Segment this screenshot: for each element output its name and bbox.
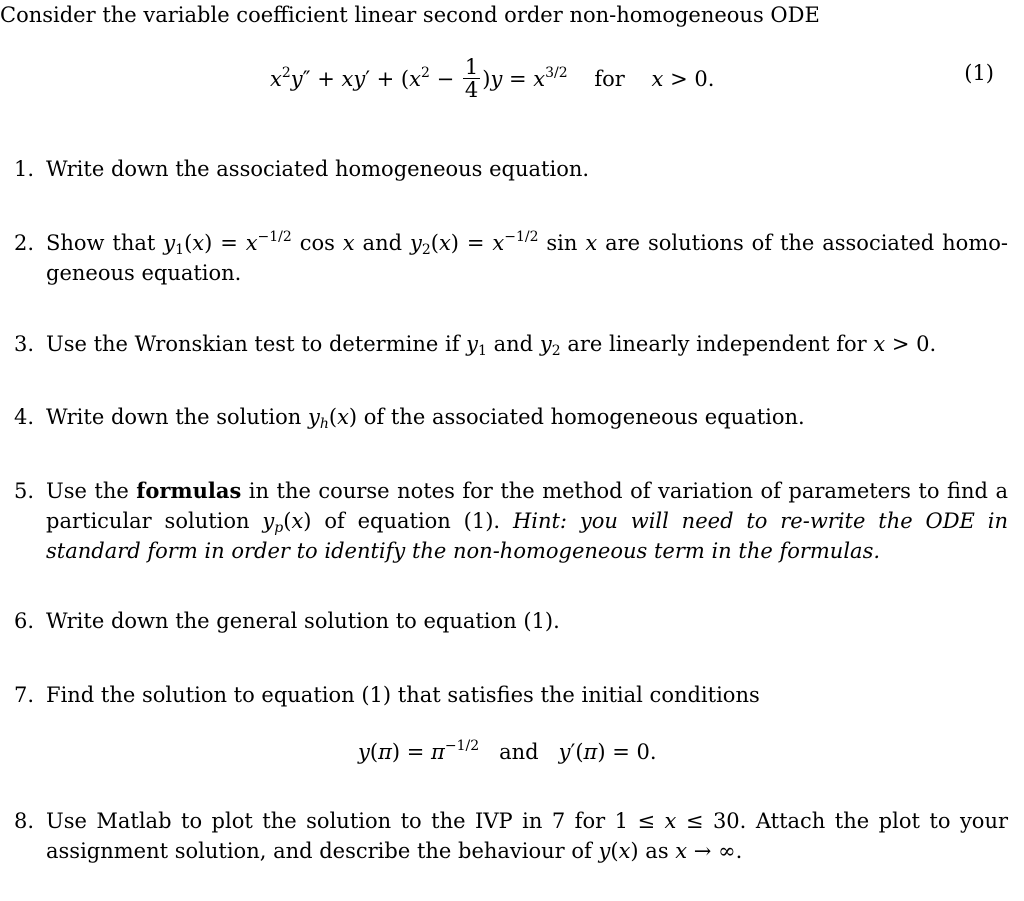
item-number: 8. [14,809,35,833]
item-text: Find the solution to equation (1) that satisfies the initial conditions [46,683,760,707]
item-text: Write down the solution $y_h(x)$ of the associated homogeneous equation. [46,405,805,432]
item-number: 2. [14,231,35,255]
item-text: Write down the associated homogeneous equation. [46,157,590,181]
equation-1-formula: $x^2y'' + xy' + (x^2$ − $\frac{1}{4}$ )$y = x^{3/2}$ for x > 0. [270,55,715,102]
intro-text: Consider the variable coefficient linear second order non-homogeneous ODE [0,3,820,27]
item-text: Use the formulas in the course notes for the method of variation of parameters to find a particular solution $y_p(x)$ of equation (1). Hint: you will need to re-write the ODE in standard form in order to identify the non-homogeneous term in the formulas. [46,478,1008,563]
item-text: Show that $y_1(x) = x^{-1/2}$ cos x and $y_2(x) = x^{-1/2}$ sin x are solutions of the associated homo-geneous equation. [46,229,1008,285]
item-text: Write down the general solution to equation (1). [46,609,560,633]
equation-1-fraction: $\frac{1}{4}$ [464,55,479,102]
item-text: Use Matlab to plot the solution to the IVP in 7 for 1 ≤ x ≤ 30. Attach the plot to your assignment solution, and describe the behaviour of y(x) as x → ∞. [46,809,1009,863]
item-number: 6. [14,609,35,633]
item-number: 5. [14,479,35,503]
equation-1-tag: (1) [964,61,994,85]
item-number: 4. [14,405,35,429]
item-number: 1. [14,157,35,181]
item-text: Use the Wronskian test to determine if $y_1$ and $y_2$ are linearly independent for x > 0. [46,332,937,359]
item-number: 3. [14,332,35,356]
hint-text: Hint: you will need to re-write the ODE in standard form in order to identify the non-homogeneous term in the formulas. [46,509,1008,563]
initial-conditions-formula: $y(\pi) = \pi^{-1/2}$ and y′(π) = 0. [358,738,657,764]
item-number: 7. [14,683,35,707]
initial-conditions-equation [0,737,1024,771]
equation-1 [0,44,1024,110]
equation-1-condition-word: for [594,67,625,91]
